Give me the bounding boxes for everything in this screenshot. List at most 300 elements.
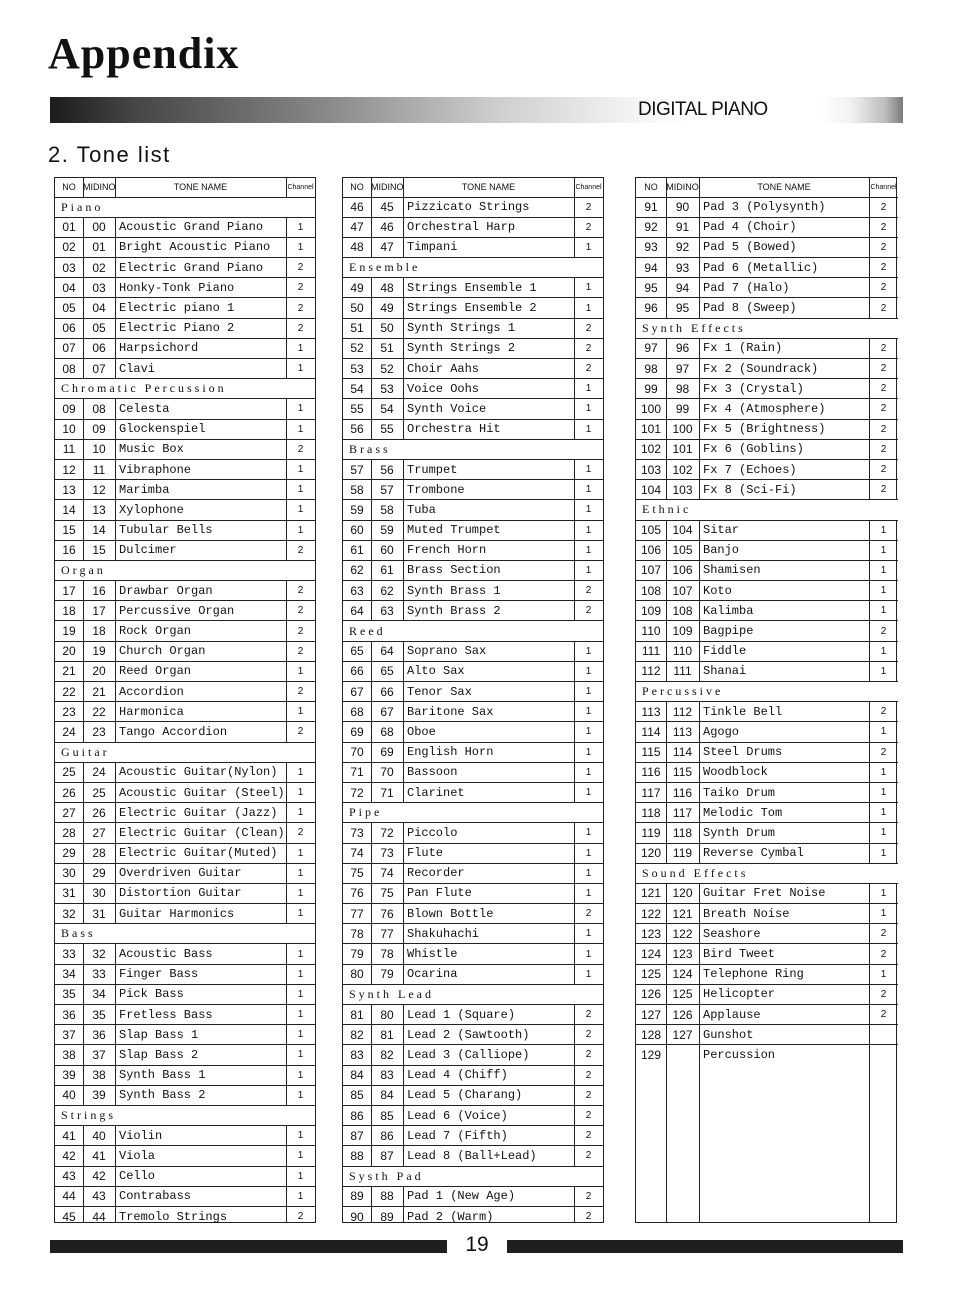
midi-number: 80 — [371, 1005, 403, 1025]
tone-row — [343, 1045, 603, 1065]
tone-name: Violin — [115, 1126, 286, 1146]
tone-name: Acoustic Guitar (Steel) — [115, 782, 286, 802]
tone-row — [636, 742, 898, 762]
category-label: Ethnic — [636, 500, 898, 520]
tone-number: 11 — [55, 439, 83, 459]
tone-name: Synth Bass 2 — [115, 1085, 286, 1105]
tone-name: Gunshot — [699, 1025, 869, 1045]
tone-row — [343, 197, 603, 217]
midi-number: 117 — [666, 803, 699, 823]
channel-value: 1 — [869, 904, 898, 924]
tone-number: 74 — [343, 843, 371, 863]
midi-number: 96 — [666, 338, 699, 358]
midi-number — [666, 1045, 699, 1065]
tone-number: 19 — [55, 621, 83, 641]
tone-name: Pad 7 (Halo) — [699, 278, 869, 298]
tone-name: Dulcimer — [115, 540, 286, 560]
midi-number: 47 — [371, 237, 403, 257]
midi-number: 71 — [371, 782, 403, 802]
tone-number: 71 — [343, 762, 371, 782]
channel-value: 2 — [286, 298, 315, 318]
tone-row — [343, 500, 603, 520]
channel-value: 2 — [869, 621, 898, 641]
tone-row — [636, 520, 898, 540]
tone-name: Taiko Drum — [699, 782, 869, 802]
midi-number: 72 — [371, 823, 403, 843]
tone-number: 54 — [343, 379, 371, 399]
tone-name: Bagpipe — [699, 621, 869, 641]
channel-value: 2 — [869, 439, 898, 459]
tone-name: Synth Voice — [403, 399, 574, 419]
tone-number: 49 — [343, 278, 371, 298]
tone-name: Electric Guitar (Clean) — [115, 823, 286, 843]
midi-number: 79 — [371, 964, 403, 984]
tone-row — [55, 298, 315, 318]
tone-number: 46 — [343, 197, 371, 217]
tone-number: 72 — [343, 782, 371, 802]
tone-row — [343, 944, 603, 964]
tone-number: 77 — [343, 904, 371, 924]
tone-number: 51 — [343, 318, 371, 338]
tone-number: 06 — [55, 318, 83, 338]
tone-row — [55, 1206, 315, 1226]
tone-name: Tango Accordion — [115, 722, 286, 742]
tone-row — [343, 823, 603, 843]
tone-name: Pad 5 (Bowed) — [699, 237, 869, 257]
tone-number: 41 — [55, 1126, 83, 1146]
tone-row — [636, 237, 898, 257]
midi-number: 124 — [666, 964, 699, 984]
channel-value: 1 — [869, 782, 898, 802]
channel-value: 1 — [286, 1045, 315, 1065]
tone-number: 123 — [636, 924, 666, 944]
tone-name: Strings Ensemble 2 — [403, 298, 574, 318]
tone-number: 101 — [636, 419, 666, 439]
channel-value: 2 — [869, 298, 898, 318]
category-row — [636, 318, 898, 338]
midi-number: 32 — [83, 944, 115, 964]
category-row — [343, 803, 603, 823]
channel-value: 2 — [574, 1105, 603, 1125]
tone-number: 23 — [55, 702, 83, 722]
tone-name: Electric Grand Piano — [115, 258, 286, 278]
tone-row — [343, 883, 603, 903]
midi-number: 90 — [666, 197, 699, 217]
midi-number: 78 — [371, 944, 403, 964]
category-label: Brass — [343, 439, 603, 459]
tone-row — [55, 762, 315, 782]
channel-value: 2 — [869, 702, 898, 722]
tone-number: 62 — [343, 560, 371, 580]
tone-row — [55, 863, 315, 883]
tone-row — [55, 359, 315, 379]
tone-row — [636, 278, 898, 298]
tone-number: 22 — [55, 682, 83, 702]
channel-value: 1 — [286, 1085, 315, 1105]
tone-number: 63 — [343, 581, 371, 601]
midi-number: 99 — [666, 399, 699, 419]
tone-row — [55, 964, 315, 984]
channel-value: 2 — [574, 1126, 603, 1146]
tone-row — [55, 318, 315, 338]
category-row — [55, 560, 315, 580]
tone-name: Cello — [115, 1166, 286, 1186]
midi-number: 37 — [83, 1045, 115, 1065]
tone-number: 35 — [55, 984, 83, 1004]
midi-number: 110 — [666, 641, 699, 661]
tone-row — [343, 379, 603, 399]
channel-value: 1 — [574, 823, 603, 843]
tone-name: Fx 1 (Rain) — [699, 338, 869, 358]
channel-value: 1 — [286, 883, 315, 903]
midi-number: 126 — [666, 1005, 699, 1025]
header-channel: Channel — [574, 178, 603, 197]
channel-value: 2 — [869, 359, 898, 379]
midi-number: 104 — [666, 520, 699, 540]
channel-value: 1 — [574, 782, 603, 802]
tone-row — [636, 1005, 898, 1025]
channel-value: 2 — [869, 278, 898, 298]
midi-number: 19 — [83, 641, 115, 661]
midi-number: 13 — [83, 500, 115, 520]
midi-number: 51 — [371, 338, 403, 358]
channel-value: 1 — [869, 883, 898, 903]
category-label: Strings — [55, 1105, 315, 1125]
midi-number: 65 — [371, 661, 403, 681]
category-row — [343, 258, 603, 278]
tone-name: Trombone — [403, 480, 574, 500]
channel-value: 1 — [869, 641, 898, 661]
tone-name: Piccolo — [403, 823, 574, 843]
tone-number: 124 — [636, 944, 666, 964]
midi-number: 84 — [371, 1085, 403, 1105]
tone-name: Accordion — [115, 682, 286, 702]
channel-value: 1 — [574, 964, 603, 984]
tone-name: Blown Bottle — [403, 904, 574, 924]
tone-row — [343, 702, 603, 722]
tone-number: 100 — [636, 399, 666, 419]
channel-value: 2 — [574, 197, 603, 217]
tone-row — [55, 883, 315, 903]
tone-table-column-1 — [54, 177, 316, 1223]
header-tone-name: TONE NAME — [115, 178, 286, 197]
tone-name: Electric Piano 2 — [115, 318, 286, 338]
tone-row — [343, 601, 603, 621]
midi-number: 29 — [83, 863, 115, 883]
channel-value: 2 — [869, 379, 898, 399]
tone-name: Tremolo Strings — [119, 1209, 228, 1224]
tone-name: Flute — [403, 843, 574, 863]
tone-number: 122 — [636, 904, 666, 924]
midi-number: 70 — [371, 762, 403, 782]
channel-value: 1 — [574, 924, 603, 944]
tone-row — [343, 782, 603, 802]
channel-value: 2 — [286, 621, 315, 641]
midi-number: 05 — [83, 318, 115, 338]
tone-number: 53 — [343, 359, 371, 379]
channel-value: 2 — [286, 641, 315, 661]
category-label: Reed — [343, 621, 603, 641]
category-row — [636, 863, 898, 883]
tone-number: 79 — [343, 944, 371, 964]
tone-row — [636, 661, 898, 681]
midi-number: 112 — [666, 702, 699, 722]
midi-number: 105 — [666, 540, 699, 560]
channel-value: 2 — [869, 459, 898, 479]
channel-value: 1 — [286, 459, 315, 479]
channel-value: 1 — [286, 762, 315, 782]
midi-number: 61 — [371, 560, 403, 580]
midi-number: 31 — [83, 904, 115, 924]
channel-value: 1 — [869, 762, 898, 782]
category-row — [636, 682, 898, 702]
tone-name: Slap Bass 1 — [115, 1025, 286, 1045]
tone-number: 69 — [343, 722, 371, 742]
channel-value: 1 — [286, 500, 315, 520]
channel-value: 1 — [574, 500, 603, 520]
tone-name: Lead 4 (Chiff) — [403, 1065, 574, 1085]
midi-number: 53 — [371, 379, 403, 399]
tone-row — [636, 1025, 898, 1045]
channel-value: 1 — [286, 944, 315, 964]
channel-value: 1 — [286, 1126, 315, 1146]
channel-value: 2 — [574, 601, 603, 621]
header-no: NO — [55, 178, 83, 197]
midi-number: 03 — [83, 278, 115, 298]
midi-number: 106 — [666, 560, 699, 580]
midi-number: 64 — [371, 641, 403, 661]
tone-name: Applause — [699, 1005, 869, 1025]
category-label: Chromatic Percussion — [55, 379, 315, 399]
tone-number: 39 — [55, 1065, 83, 1085]
tone-row — [343, 278, 603, 298]
midi-number: 92 — [666, 237, 699, 257]
midi-number: 88 — [371, 1186, 403, 1206]
tone-name: Finger Bass — [115, 964, 286, 984]
midi-number: 118 — [666, 823, 699, 843]
tone-name: Acoustic Guitar(Nylon) — [115, 762, 286, 782]
midi-number: 42 — [83, 1166, 115, 1186]
midi-number: 50 — [371, 318, 403, 338]
tone-number: 30 — [55, 863, 83, 883]
tone-name: Baritone Sax — [403, 702, 574, 722]
midi-number: 15 — [83, 540, 115, 560]
header-channel: Channel — [286, 178, 315, 197]
tone-number: 106 — [636, 540, 666, 560]
tone-number: 99 — [636, 379, 666, 399]
tone-name: Fx 5 (Brightness) — [699, 419, 869, 439]
tone-name: Lead 6 (Voice) — [403, 1105, 574, 1125]
tone-number: 117 — [636, 782, 666, 802]
tone-row — [636, 419, 898, 439]
tone-number: 17 — [55, 581, 83, 601]
channel-value: 1 — [869, 823, 898, 843]
tone-number: 83 — [343, 1045, 371, 1065]
channel-value: 1 — [574, 883, 603, 903]
midi-number: 63 — [371, 601, 403, 621]
channel-value: 1 — [286, 520, 315, 540]
midi-number: 58 — [371, 500, 403, 520]
tone-number: 95 — [636, 278, 666, 298]
tone-row — [55, 1146, 315, 1166]
tone-name: French Horn — [403, 540, 574, 560]
channel-value: 2 — [869, 217, 898, 237]
tone-number: 80 — [343, 964, 371, 984]
tone-name: Orchestra Hit — [403, 419, 574, 439]
tone-row — [636, 843, 898, 863]
tone-row — [343, 318, 603, 338]
channel-value: 2 — [574, 359, 603, 379]
tone-name: Reverse Cymbal — [699, 843, 869, 863]
midi-number: 115 — [666, 762, 699, 782]
midi-number: 107 — [666, 581, 699, 601]
midi-number: 75 — [371, 883, 403, 903]
tone-row — [55, 823, 315, 843]
tone-number: 56 — [343, 419, 371, 439]
tone-number: 102 — [636, 439, 666, 459]
midi-number: 121 — [666, 904, 699, 924]
tone-row — [343, 1065, 603, 1085]
tone-row — [55, 661, 315, 681]
tone-number: 14 — [55, 500, 83, 520]
tone-name: Melodic Tom — [699, 803, 869, 823]
midi-number: 33 — [83, 964, 115, 984]
tone-number: 10 — [55, 419, 83, 439]
tone-name: Electric piano 1 — [115, 298, 286, 318]
tone-row — [636, 439, 898, 459]
tone-table-column-2 — [342, 177, 604, 1223]
tone-number: 45 — [62, 1209, 76, 1224]
tone-name: Lead 8 (Ball+Lead) — [403, 1146, 574, 1166]
channel-value: 2 — [869, 984, 898, 1004]
tone-row — [343, 1005, 603, 1025]
tone-number: 43 — [55, 1166, 83, 1186]
tone-name: Pad 8 (Sweep) — [699, 298, 869, 318]
tone-row — [343, 1105, 603, 1125]
tone-row — [343, 338, 603, 358]
tone-name: Brass Section — [403, 560, 574, 580]
channel-value: 1 — [286, 217, 315, 237]
channel-value: 1 — [574, 540, 603, 560]
channel-value: 1 — [286, 984, 315, 1004]
tone-row — [343, 560, 603, 580]
midi-number: 39 — [83, 1085, 115, 1105]
category-label: Organ — [55, 560, 315, 580]
tone-number: 129 — [640, 1048, 662, 1063]
tone-row — [636, 722, 898, 742]
channel-value: 1 — [286, 237, 315, 257]
tone-row — [636, 338, 898, 358]
channel-value: 1 — [286, 782, 315, 802]
midi-number: 76 — [371, 904, 403, 924]
midi-number: 69 — [371, 742, 403, 762]
midi-number: 82 — [371, 1045, 403, 1065]
tone-number: 120 — [636, 843, 666, 863]
channel-value: 1 — [574, 379, 603, 399]
tone-row — [55, 702, 315, 722]
tone-number: 85 — [343, 1085, 371, 1105]
tone-name: Overdriven Guitar — [115, 863, 286, 883]
channel-value: 1 — [286, 338, 315, 358]
midi-number: 28 — [83, 843, 115, 863]
tone-number: 128 — [636, 1025, 666, 1045]
tone-name: Glockenspiel — [115, 419, 286, 439]
tone-number: 96 — [636, 298, 666, 318]
tone-row — [343, 863, 603, 883]
channel-value: 2 — [574, 581, 603, 601]
midi-number: 122 — [666, 924, 699, 944]
tone-number: 114 — [636, 722, 666, 742]
tone-row — [55, 237, 315, 257]
midi-number: 21 — [83, 682, 115, 702]
channel-value: 2 — [869, 419, 898, 439]
tone-number: 42 — [55, 1146, 83, 1166]
midi-number: 36 — [83, 1025, 115, 1045]
tone-number: 21 — [55, 661, 83, 681]
midi-number: 127 — [666, 1025, 699, 1045]
tone-row — [343, 480, 603, 500]
tone-name: Kalimba — [699, 601, 869, 621]
midi-number: 41 — [83, 1146, 115, 1166]
channel-value: 1 — [869, 843, 898, 863]
tone-number: 44 — [55, 1186, 83, 1206]
tone-row — [55, 843, 315, 863]
tone-name: Harmonica — [115, 702, 286, 722]
tone-number: 03 — [55, 258, 83, 278]
midi-number: 06 — [83, 338, 115, 358]
tone-number: 07 — [55, 338, 83, 358]
tone-number: 50 — [343, 298, 371, 318]
midi-number: 09 — [83, 419, 115, 439]
tone-row — [636, 984, 898, 1004]
tone-row — [343, 540, 603, 560]
tone-name: Guitar Harmonics — [115, 904, 286, 924]
tone-number: 111 — [636, 641, 666, 661]
tone-name: Fretless Bass — [115, 1005, 286, 1025]
tone-number: 09 — [55, 399, 83, 419]
channel-value: 1 — [286, 359, 315, 379]
midi-number: 56 — [371, 459, 403, 479]
tone-row — [55, 258, 315, 278]
tone-row — [636, 197, 898, 217]
category-row — [55, 742, 315, 762]
channel-value: 1 — [869, 661, 898, 681]
tone-name: Whistle — [403, 944, 574, 964]
channel-value: 2 — [574, 1085, 603, 1105]
tone-row — [343, 924, 603, 944]
tone-number: 16 — [55, 540, 83, 560]
channel-value: 1 — [574, 722, 603, 742]
tone-name: Tinkle Bell — [699, 702, 869, 722]
tone-row — [55, 904, 315, 924]
midi-number: 22 — [83, 702, 115, 722]
midi-number: 73 — [371, 843, 403, 863]
channel-value: 2 — [574, 318, 603, 338]
midi-number: 123 — [666, 944, 699, 964]
tone-name: Rock Organ — [115, 621, 286, 641]
tone-name: Marimba — [115, 480, 286, 500]
tone-number: 65 — [343, 641, 371, 661]
footer-bar-left — [50, 1240, 447, 1253]
tone-name: Woodblock — [699, 762, 869, 782]
midi-number: 08 — [83, 399, 115, 419]
tone-name: Muted Trumpet — [403, 520, 574, 540]
midi-number: 119 — [666, 843, 699, 863]
tone-name: Voice Oohs — [403, 379, 574, 399]
channel-value: 2 — [286, 601, 315, 621]
category-row — [636, 500, 898, 520]
midi-number: 43 — [83, 1186, 115, 1206]
